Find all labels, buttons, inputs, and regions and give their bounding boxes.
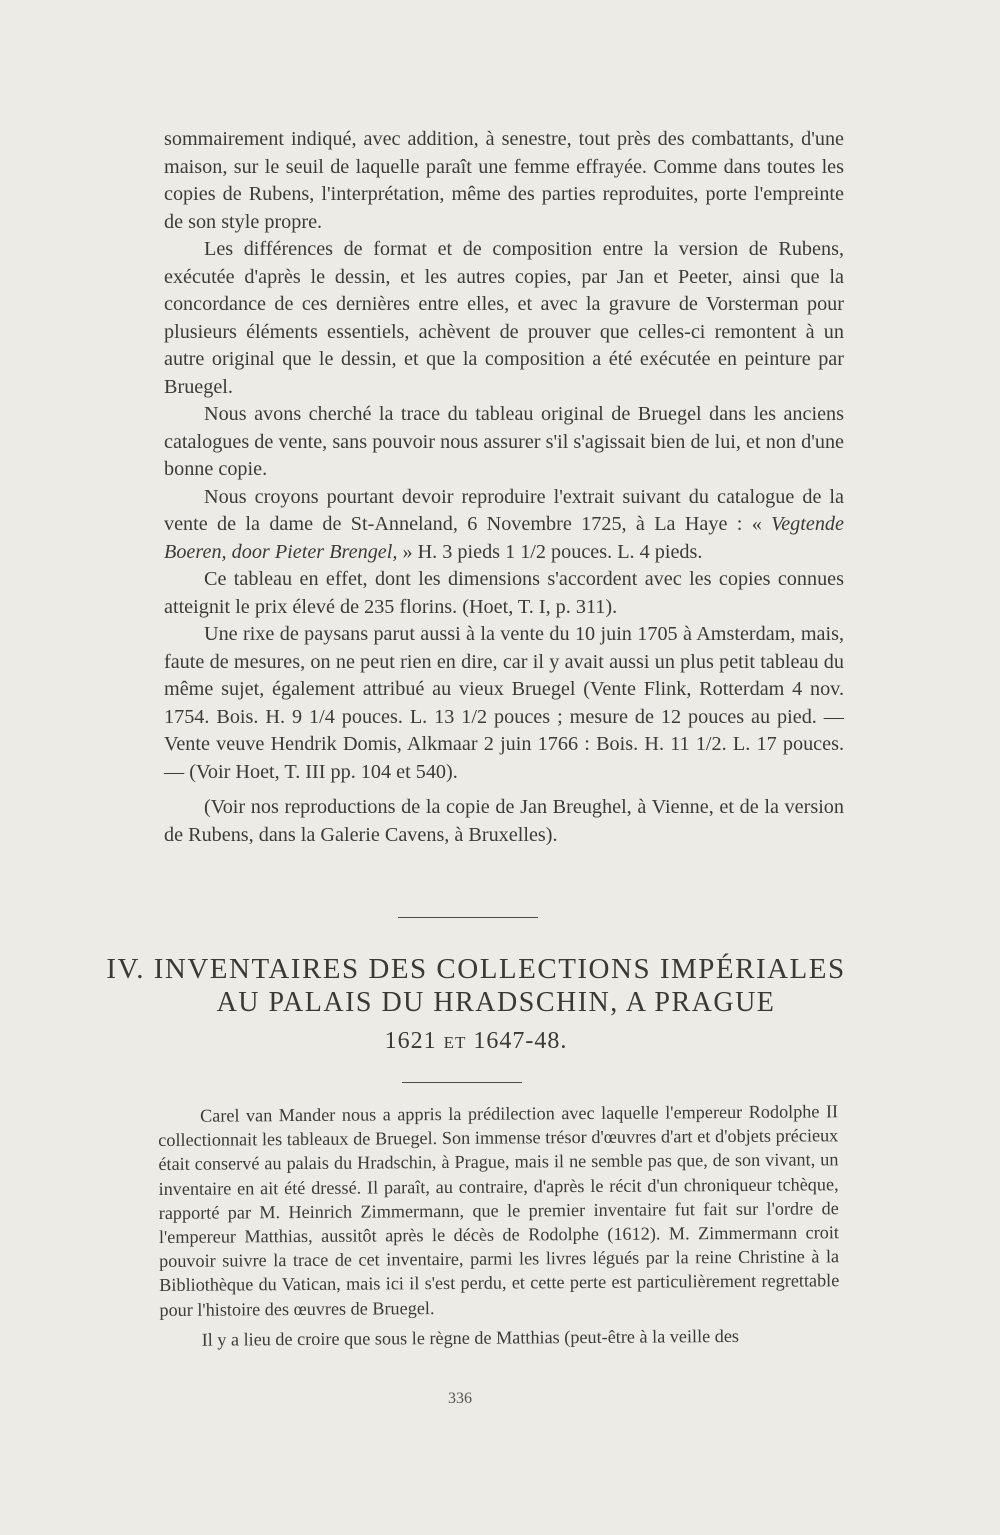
catalogue-text-before: Nous croyons pourtant devoir reproduire l'extrait suivant du catalogue de la vente de la dame de St-Anneland, 6 Novembre 1725, à La Haye : « (164, 485, 844, 535)
main-text-block (164, 126, 844, 849)
paragraph: Les différences de format et de composition entre la version de Rubens, exécutée d'après le dessin, et les autres copies, par Jan et Peeter, ainsi que la concordance de ces dernières entre elles, et avec la gravure de Vorsterman pour plusieurs éléments essentiels, achèvent de prouver que celles-ci remontent à un autre original que le dessin, et que la composition a été exécutée en peinture par Bruegel. (164, 238, 844, 398)
catalogue-painting-title: Vegtende Boeren, door Pieter Brengel, (164, 513, 844, 563)
section-divider-bottom (402, 1082, 522, 1083)
catalogue-paragraph (164, 484, 844, 567)
paragraph: (Voir nos reproductions de la copie de Jan Breughel, à Vienne, et de la version de Rubens, dans la Galerie Cavens, à Bruxelles). (164, 796, 844, 846)
heading-date-end: 1647-48. (466, 1028, 568, 1054)
paragraph: Une rixe de paysans parut aussi à la vente du 10 juin 1705 à Amsterdam, mais, faute de mesures, on ne peut rien en dire, car il y avait aussi un plus petit tableau du même sujet, également attribué au vieux Bruegel (Vente Flink, Rotterdam 4 nov. 1754. Bois. H. 9 1/4 pouces. L. 13 1/2 pouces ; mesure de 12 pouces au pied. — Vente veuve Hendrik Domis, Alkmaar 2 juin 1766 : Bois. H. 11 1/2. L. 17 pouces. — (Voir Hoet, T. III pp. 104 et 540). (164, 623, 844, 783)
paragraph: Carel van Mander nous a appris la prédilection avec laquelle l'empereur Rodolphe II collectionnait les tableaux de Bruegel. Son immense trésor d'œuvres d'art et d'objets précieux était conservé au palais du Hradschin, à Prague, mais il ne semble pas que, de son vivant, un inventaire en ait été dressé. Il paraît, au contraire, d'après le récit d'un chroniqueur tchèque, rapporté par M. Heinrich Zimmermann, que le premier inventaire fut fait sur l'ordre de l'empereur Matthias, aussitôt après le décès de Rodolphe (1612). M. Zimmermann croit pouvoir suivre la trace de cet inventaire, parmi les livres légués par la reine Christine à la Bibliothèque du Vatican, mais ici il s'est perdu, et cette perte est particulièrement regrettable pour l'histoire des œuvres de Bruegel. (158, 1101, 840, 1320)
heading-date-start: 1621 (384, 1028, 444, 1054)
paragraph: Nous avons cherché la trace du tableau original de Bruegel dans les anciens catalogues de vente, sans pouvoir nous assurer s'il s'agissait bien de lui, et non d'une bonne copie. (164, 403, 844, 480)
section-heading-line-1: IV. INVENTAIRES DES COLLECTIONS IMPÉRIALES (106, 953, 846, 985)
section-divider-top (398, 917, 538, 918)
page-number: 336 (448, 1390, 472, 1407)
catalogue-text-after: » H. 3 pieds 1 1/2 pouces. L. 4 pieds. (397, 540, 703, 563)
section-text-block (158, 1099, 840, 1352)
paragraph: Ce tableau en effet, dont les dimensions s'accordent avec les copies connues atteignit le prix élevé de 235 florins. (Hoet, T. I, p. 311). (164, 568, 844, 618)
heading-conjunction: ET (443, 1033, 467, 1052)
paragraph: sommairement indiqué, avec addition, à senestre, tout près des combattants, d'une maison, sur le seuil de laquelle paraît une femme effrayée. Comme dans toutes les copies de Rubens, l'interprétation, même des parties reproduites, porte l'empreinte de son style propre. (164, 128, 844, 233)
section-heading-dates (96, 1024, 856, 1060)
section-heading-line-2: AU PALAIS DU HRADSCHIN, A PRAGUE (216, 987, 776, 1018)
paragraph: Il y a lieu de croire que sous le règne de Matthias (peut-être à la veille des (201, 1325, 740, 1350)
